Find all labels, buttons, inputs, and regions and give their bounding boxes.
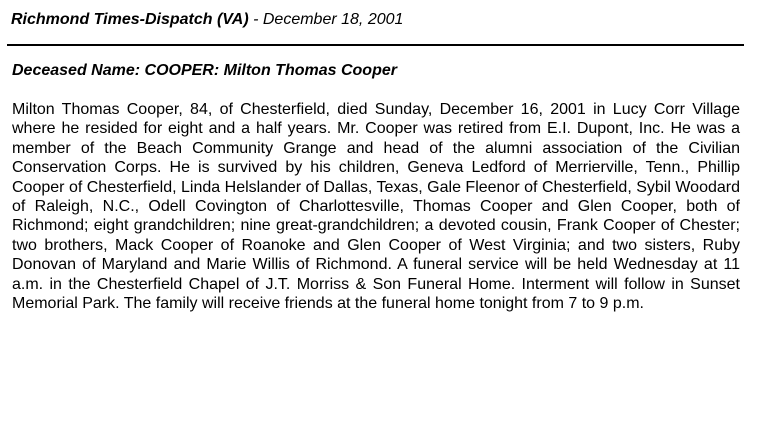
header-separator: -: [248, 11, 263, 28]
newspaper-name: Richmond Times-Dispatch (VA): [11, 11, 249, 28]
obituary-body: Milton Thomas Cooper, 84, of Chesterfield, died Sunday, December 16, 2001 in Lucy Corr Village where he resided for eight and a half years. Mr. Cooper was retired from E.I. Dupont, Inc. He was a member of the Beach Community Grange and head of the alumni association of the Civilian Conservation Corps. He is survived by his children, Geneva Ledford of Merrierville, Tenn., Phillip Cooper of Chesterfield, Linda Helslander of Dallas, Texas, Gale Fleenor of Chesterfield, Sybil Woodard of Raleigh, N.C., Odell Covington of Charlottesville, Thomas Cooper and Glen Cooper, both of Richmond; eight grandchildren; nine great-grandchildren; a devoted cousin, Frank Cooper of Chester; two brothers, Mack Cooper of Roanoke and Glen Cooper of West Virginia; and two sisters, Ruby Donovan of Maryland and Marie Willis of Richmond. A funeral service will be held Wednesday at 11 a.m. in the Chesterfield Chapel of J.T. Morriss & Son Funeral Home. Interment will follow in Sunset Memorial Park. The family will receive friends at the funeral home tonight from 7 to 9 p.m.: [12, 101, 740, 313]
source-header: [11, 11, 403, 29]
header-divider: [7, 44, 744, 46]
deceased-name-heading: Deceased Name: COOPER: Milton Thomas Cooper: [12, 62, 397, 79]
publication-date: December 18, 2001: [262, 11, 404, 28]
